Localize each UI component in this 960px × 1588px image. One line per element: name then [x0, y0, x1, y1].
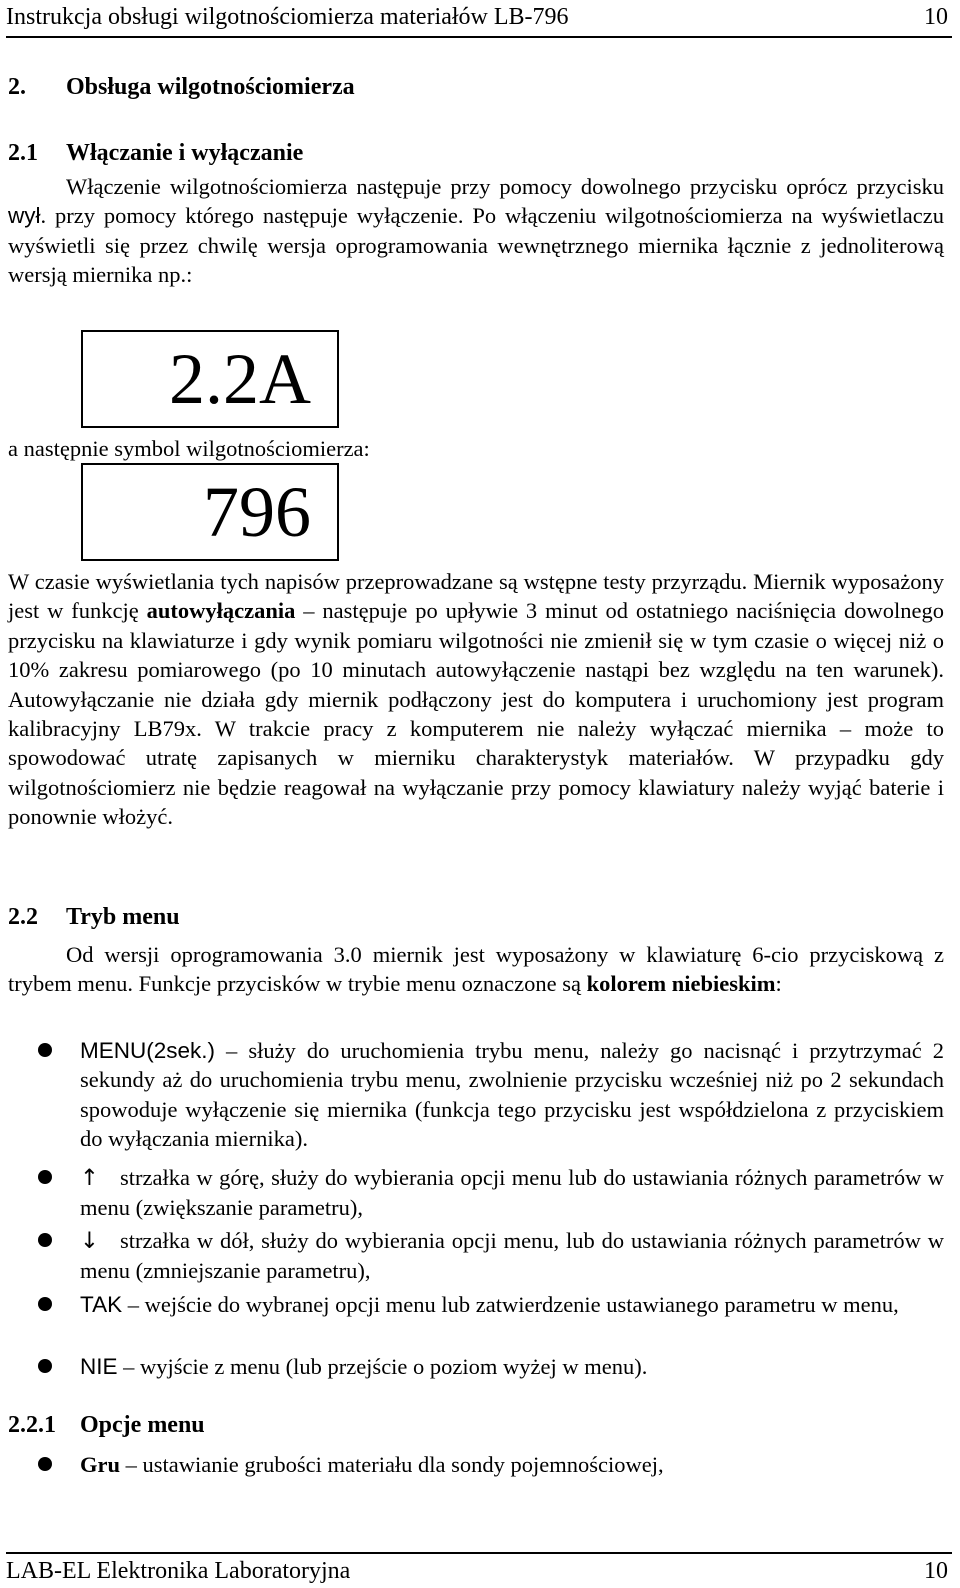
display-device-symbol [81, 463, 339, 561]
text-segment: . przy pomocy którego następuje wyłączenie. Po włączeniu wilgotnościomierza na wyświetlaczu wyświetli się przez chwilę wersja oprogramowania wewnętrznego miernika łącznie z jednoliterową wersją miernika np.: [8, 203, 944, 288]
paragraph-menu-intro [8, 940, 944, 999]
bullet-icon [38, 1043, 52, 1057]
text-segment: Od wersji oprogramowania 3.0 miernik jest wyposażony w klawiaturę 6-cio przyciskową z trybem menu. Funkcje przycisków w trybie menu oznaczone są [8, 942, 944, 997]
section-number: 2.2 [8, 904, 38, 930]
bullet-icon [38, 1233, 52, 1247]
list-item-option-gru [8, 1450, 944, 1479]
key-label-off: wył [8, 203, 41, 229]
page-header [6, 0, 952, 38]
footer-page-number: 10 [924, 1558, 948, 1584]
section-title: Włączanie i wyłączanie [66, 140, 304, 166]
key-label: MENU(2sek.) [80, 1038, 216, 1063]
text-segment: W czasie wyświetlania tych napisów przeprowadzane są wstępne testy przyrządu. Miernik wyposażony jest w funkcję [8, 569, 944, 624]
list-item-arrow-down [8, 1226, 944, 1286]
bullet-icon [38, 1297, 52, 1311]
section-heading-2-1 [8, 140, 303, 167]
section-heading-2-2 [8, 904, 180, 931]
section-number: 2.1 [8, 140, 38, 166]
option-label: Gru [80, 1452, 121, 1477]
paragraph-power-on [8, 172, 944, 290]
bullet-icon [38, 1359, 52, 1373]
list-item-tak-key [8, 1290, 944, 1319]
section-title: Tryb menu [66, 904, 180, 930]
list-item-nie-key [8, 1352, 944, 1381]
list-item-text: – służy do uruchomienia trybu menu, należy go nacisnąć i przytrzymać 2 sekundy aż do uruchomienia trybu menu, zwolnienie przycisku wcześniej niż po 2 sekundach spowoduje wyłączenie się miernika (funkcja tego przycisku jest współdzielona z przyciskiem do wyłączania miernika). [80, 1038, 944, 1152]
section-number: 2. [8, 74, 26, 100]
list-item-text: strzałka w górę, służy do wybierania opcji menu lub do ustawiania różnych parametrów w menu (zwiększanie parametru), [80, 1165, 944, 1221]
bullet-icon [38, 1457, 52, 1471]
bold-term: autowyłączania [146, 598, 296, 624]
list-item-text: – wyjście z menu (lub przejście o poziom wyżej w menu). [117, 1354, 648, 1379]
section-heading-2 [8, 74, 355, 101]
section-title: Opcje menu [80, 1412, 205, 1438]
header-page-number: 10 [924, 4, 948, 30]
arrow-down-icon: ↓ [80, 1228, 99, 1254]
list-item-arrow-up [8, 1163, 944, 1223]
list-item-menu-key [8, 1036, 944, 1154]
display-text: 796 [203, 472, 311, 552]
bullet-icon [38, 1170, 52, 1184]
list-item-text: strzałka w dół, służy do wybierania opcji menu, lub do ustawiania różnych parametrów w menu (zmniejszanie parametru), [80, 1228, 944, 1284]
text-segment: Włączenie wilgotnościomierza następuje przy pomocy dowolnego przycisku oprócz przycisku [66, 174, 944, 199]
list-item-text: – wejście do wybranej opcji menu lub zatwierdzenie ustawianego parametru w menu, [122, 1292, 899, 1317]
key-label: TAK [80, 1292, 123, 1317]
header-title: Instrukcja obsługi wilgotnościomierza materiałów LB-796 [6, 4, 569, 30]
list-item-text: – ustawianie grubości materiału dla sondy pojemnościowej, [120, 1452, 664, 1477]
footer-company: LAB-EL Elektronika Laboratoryjna [6, 1558, 351, 1584]
display-firmware-version [81, 330, 339, 428]
paragraph-auto-off [8, 567, 944, 832]
bold-term: kolorem niebieskim [586, 971, 776, 997]
text-segment: – następuje po upływie 3 minut od ostatniego naciśnięcia dowolnego przycisku na klawiaturze i gdy wynik pomiaru wilgotności nie zmienił się w tym czasie o więcej niż o 10% zakresu pomiarowego (po 10 minutach autowyłączenie nastąpi bez względu na ten warunek). Autowyłączanie nie działa gdy miernik podłączony jest do komputera i uruchomiony jest program kalibracyjny LB79x. W trakcie pracy z komputerem nie należy wyłączać miernika – może to spowodować utratę zapisanych w mierniku charakterystyk materiałów. W przypadku gdy wilgotnościomierz nie będzie reagował na wyłączanie przy pomocy klawiatury należy wyjąć baterie i ponownie włożyć. [8, 598, 944, 830]
section-number: 2.2.1 [8, 1412, 56, 1438]
text-segment: : [775, 971, 782, 997]
section-title: Obsługa wilgotnościomierza [66, 74, 355, 100]
section-heading-2-2-1 [8, 1412, 205, 1439]
key-label: NIE [80, 1354, 118, 1379]
display-text: 2.2A [169, 339, 311, 419]
paragraph-then-symbol [8, 434, 944, 463]
arrow-up-icon: ↑ [80, 1165, 99, 1191]
text-segment: a następnie symbol wilgotnościomierza: [8, 436, 370, 461]
page-footer [6, 1552, 952, 1588]
